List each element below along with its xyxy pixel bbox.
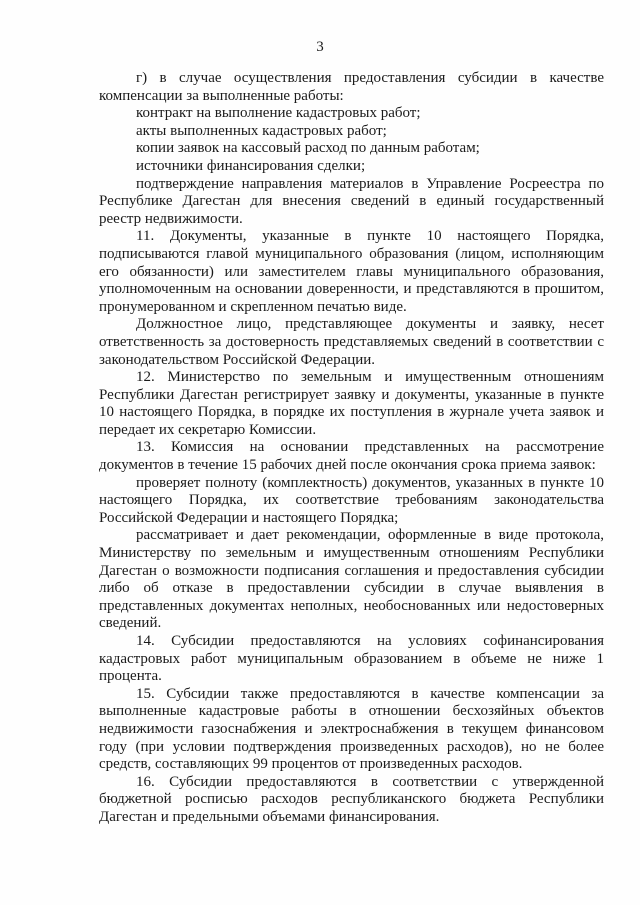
list-item-sources: источники финансирования сделки;: [136, 157, 366, 174]
paragraph-official-responsibility: Должностное лицо, представляющее документы и заявку, несет ответственность за достоверность представляемых сведений в соответствии с законодательством Российской Федерации.: [99, 316, 604, 368]
paragraph-12: 12. Министерство по земельным и имущественным отношениям Республики Дагестан регистрирует заявку и документы, указанные в пункте 10 настоящего Порядка, в порядке их поступления в журнале учета заявок и передает их секретарю Комиссии.: [99, 369, 604, 438]
paragraph-16: 16. Субсидии предоставляются в соответствии с утвержденной бюджетной росписью расходов республиканского бюджета Республики Дагестан и предельными объемами финансирования.: [99, 773, 604, 825]
document-body: [99, 70, 604, 827]
paragraph-13: 13. Комиссия на основании представленных на рассмотрение документов в течение 15 рабочих дней после окончания срока приема заявок:: [99, 439, 604, 474]
paragraph-13-review: рассматривает и дает рекомендации, оформленные в виде протокола, Министерству по земельным и имущественным отношениям Республики Дагестан о возможности подписания соглашения и предоставления субсидии либо об отказе в предоставлении субсидии в случае выявления в представленных документах неполных, необоснованных или недостоверных сведений.: [99, 527, 604, 632]
paragraph-13-check: проверяет полноту (комплектность) документов, указанных в пункте 10 настоящего Порядка, их соответствие требованиям законодательства Российской Федерации и настоящего Порядка;: [99, 474, 604, 526]
list-item-contract: контракт на выполнение кадастровых работ;: [136, 105, 421, 122]
paragraph-11: 11. Документы, указанные в пункте 10 настоящего Порядка, подписываются главой муниципального образования (лицом, исполняющим его обязанности) или заместителем главы муниципального образования, уполномоченным на основании доверенности, и представляются в прошитом, пронумерованном и скрепленном печатью виде.: [99, 228, 604, 315]
list-item-acts: акты выполненных кадастровых работ;: [136, 122, 387, 139]
paragraph-g-intro: г) в случае осуществления предоставления субсидии в качестве компенсации за выполненные работы:: [99, 70, 604, 104]
list-item-requests: копии заявок на кассовый расход по данным работам;: [136, 140, 480, 157]
list-item-confirmation: подтверждение направления материалов в Управление Росреестра по Республике Дагестан для внесения сведений в единый государственный реестр недвижимости.: [99, 175, 604, 227]
page-number: 3: [316, 39, 324, 55]
paragraph-15: 15. Субсидии также предоставляются в качестве компенсации за выполненные кадастровые работы в отношении бесхозяйных объектов недвижимости газоснабжения и электроснабжения в текущем финансовом году (при условии подтверждения произведенных расходов), но не более средств, составляющих 99 процентов от произведенных расходов.: [99, 685, 604, 773]
paragraph-14: 14. Субсидии предоставляются на условиях софинансирования кадастровых работ муниципальным образованием в объеме не ниже 1 процента.: [99, 633, 604, 685]
